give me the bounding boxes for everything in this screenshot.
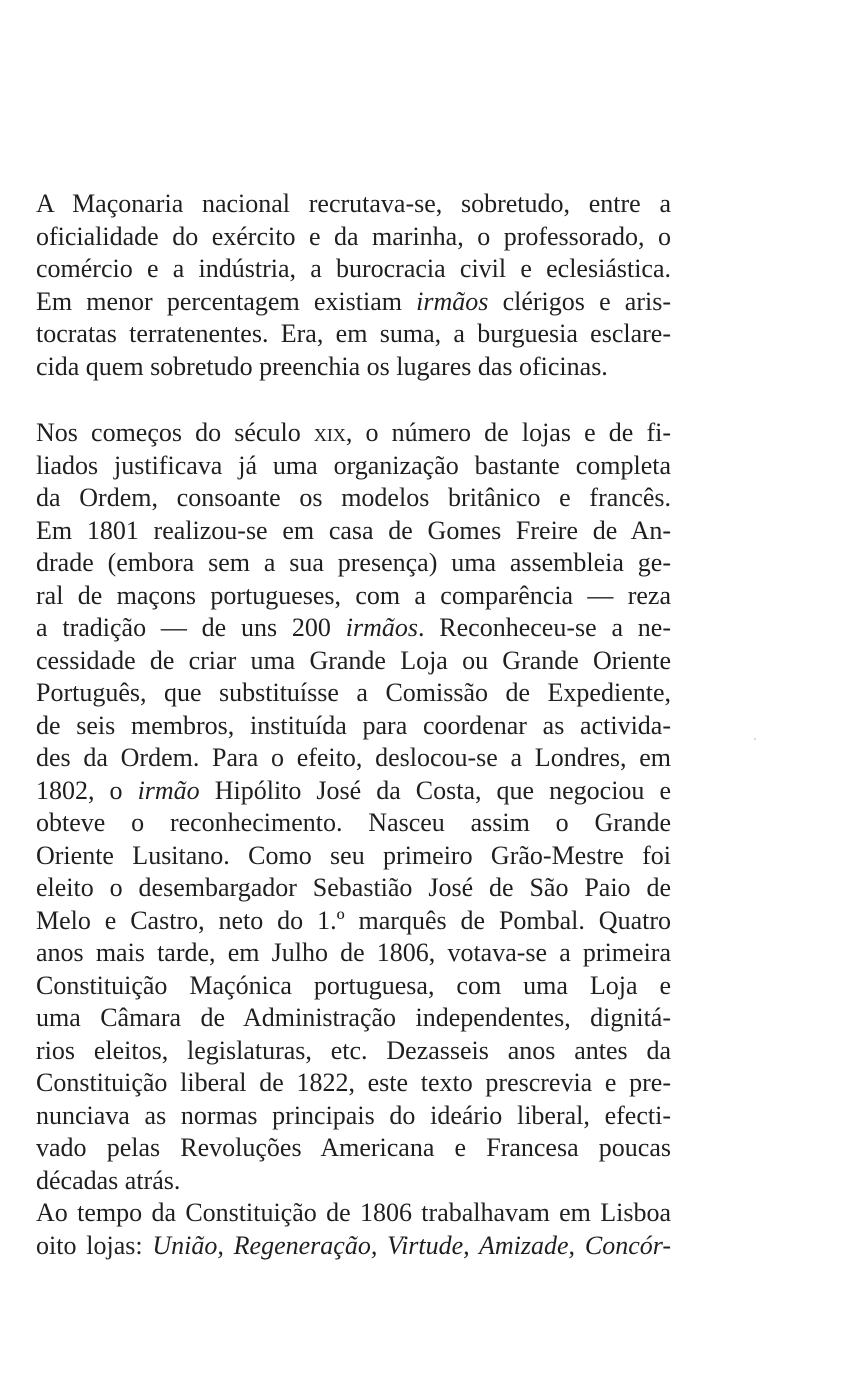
paragraph-gap [36, 383, 671, 417]
text-run: Hipólito José da Costa, que negociou e [199, 775, 671, 805]
text-line: da Ordem, consoante os modelos britânico e francês. [36, 483, 671, 512]
text-line: cessidade de criar uma Grande Loja ou Grande Oriente [36, 645, 671, 675]
text-run: oito lojas: [36, 1230, 153, 1260]
text-line: cida quem sobretudo preenchia os lugares das oficinas. [36, 351, 608, 381]
text-line: eleito o desembargador Sebastião José de São Paio de [36, 873, 671, 902]
text-line: Ao tempo da Constituição de 1806 trabalhavam em Lisboa [36, 1198, 671, 1227]
text-line: A Maçonaria nacional recrutava-se, sobretudo, entre a [36, 189, 671, 218]
paragraph-lisbon-lodges [36, 1197, 671, 1262]
text-line [36, 417, 671, 450]
text-run: a tradição — de uns 200 [36, 613, 346, 642]
italic-term: irmãos [345, 613, 418, 642]
text-line [36, 286, 671, 319]
text-line: anos mais tarde, em Julho de 1806, votava-se a primeira [36, 938, 671, 967]
text-run: 1802, o [36, 775, 138, 805]
text-run: . Reconheceu-se a ne- [417, 613, 671, 642]
text-run: Em menor percentagem existiam [36, 286, 417, 316]
roman-numeral: xix [313, 418, 346, 447]
scan-speck [754, 738, 756, 740]
text-line: décadas atrás. [36, 1165, 181, 1195]
text-line: tocratas terratenentes. Era, em suma, a burguesia esclare- [36, 319, 671, 348]
text-line: liados justificava já uma organização bastante completa [36, 450, 671, 480]
lodge-names: União, Regeneração, Virtude, Amizade, Concór- [152, 1230, 671, 1260]
text-line: Constituição Maçónica portuguesa, com uma Loja e [36, 970, 671, 1000]
text-line: uma Câmara de Administração independentes, dignitá- [36, 1003, 671, 1032]
text-line: Em 1801 realizou-se em casa de Gomes Freire de An- [36, 515, 671, 545]
text-line: comércio e a indústria, a burocracia civil e eclesiástica. [36, 254, 671, 283]
text-run: , o número de lojas e de fi- [345, 418, 671, 447]
text-line: ral de maçons portugueses, com a comparência — reza [36, 580, 671, 610]
text-run: Nos começos do século [36, 418, 314, 447]
text-line: obteve o reconhecimento. Nasceu assim o Grande [36, 808, 671, 837]
text-line: Melo e Castro, neto do 1.º marquês de Pombal. Quatro [36, 905, 671, 935]
italic-term: irmãos [416, 286, 489, 316]
text-line [36, 1230, 671, 1263]
text-line: drade (embora sem a sua presença) uma assembleia ge- [36, 548, 671, 577]
paragraph-grand-orient-history [36, 417, 671, 1197]
text-line [36, 775, 671, 808]
text-line: vado pelas Revoluções Americana e Francesa poucas [36, 1133, 671, 1162]
text-line [36, 612, 671, 645]
text-line: de seis membros, instituída para coordenar as activida- [36, 710, 671, 740]
text-line: nunciava as normas principais do ideário liberal, efecti- [36, 1100, 671, 1130]
text-line: des da Ordem. Para o efeito, deslocou-se a Londres, em [36, 743, 671, 772]
text-line: oficialidade do exército e da marinha, o professorado, o [36, 221, 671, 251]
text-run: clérigos e aris- [488, 286, 671, 316]
text-line: Constituição liberal de 1822, este texto prescrevia e pre- [36, 1068, 671, 1097]
text-line: rios eleitos, legislaturas, etc. Dezasseis anos antes da [36, 1035, 671, 1065]
text-line: Oriente Lusitano. Como seu primeiro Grão-Mestre foi [36, 840, 671, 870]
text-line: Português, que substituísse a Comissão de Expediente, [36, 678, 671, 707]
paragraph-masonry-recruitment [36, 188, 671, 383]
italic-term: irmão [137, 775, 200, 805]
